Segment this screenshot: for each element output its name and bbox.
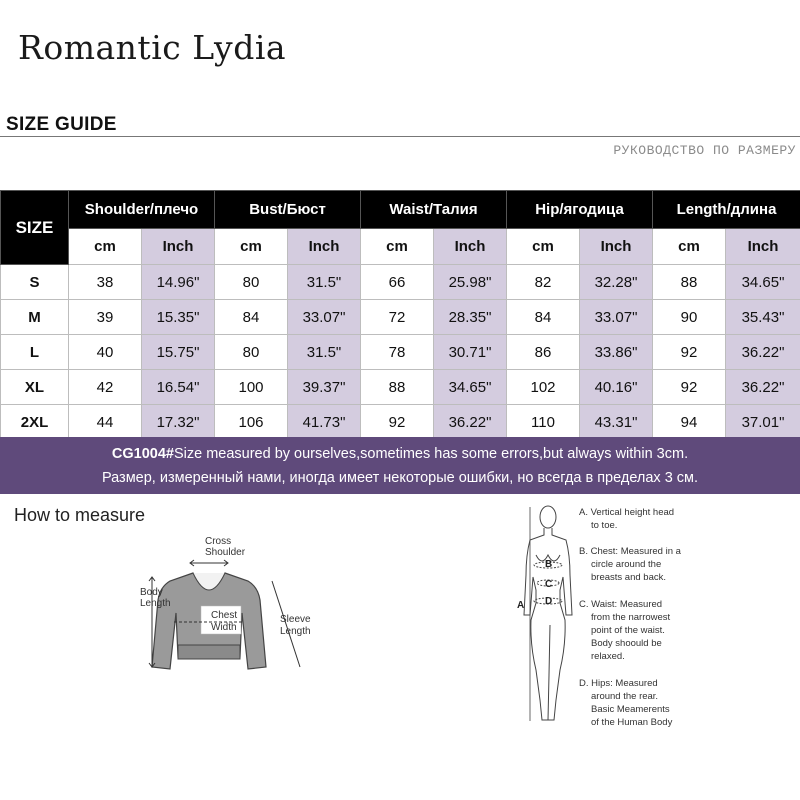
cell-inch: 33.07" xyxy=(580,300,653,335)
sleeve-length-label: Sleeve xyxy=(280,614,311,625)
group-header-waist: Waist/Талия xyxy=(361,191,507,229)
group-header-length: Length/длина xyxy=(653,191,800,229)
size-table xyxy=(0,190,800,440)
cell-inch: 43.31" xyxy=(580,405,653,440)
cell-inch: 32.28" xyxy=(580,265,653,300)
body-length-label: Body xyxy=(140,587,163,598)
cell-cm: 39 xyxy=(69,300,142,335)
note-c-line: C. Waist: Measured xyxy=(579,599,663,610)
garment-illustration xyxy=(140,536,311,669)
body-letter-d: D xyxy=(545,596,553,607)
cell-cm: 94 xyxy=(653,405,726,440)
measurement-notes xyxy=(579,507,682,728)
size-column-header: SIZE xyxy=(1,191,69,265)
cell-inch: 15.75" xyxy=(142,335,215,370)
product-code: CG1004# xyxy=(111,446,174,462)
note-text-ru: Размер, измеренный нами, иногда имеет некоторые ошибки, но всегда в пределах 3 см. xyxy=(101,470,699,486)
note-a-line: A. Vertical height head xyxy=(579,507,675,518)
note-c-line: point of the waist. xyxy=(591,625,665,636)
note-d-line: D. Hips: Measured xyxy=(579,678,658,689)
note-line-en xyxy=(0,442,800,466)
cell-cm: 80 xyxy=(215,335,288,370)
note-b-line: B. Chest: Measured in a xyxy=(579,546,681,557)
cell-cm: 106 xyxy=(215,405,288,440)
cell-inch: 37.01" xyxy=(726,405,800,440)
cell-cm: 72 xyxy=(361,300,434,335)
body-letter-b: B xyxy=(545,559,553,570)
group-header-hip: Hip/ягодица xyxy=(507,191,653,229)
cell-cm: 42 xyxy=(69,370,142,405)
measure-illustrations xyxy=(0,495,800,795)
cross-shoulder-label: Shoulder xyxy=(205,547,246,558)
size-guide-title: SIZE GUIDE xyxy=(6,114,117,135)
body-letter-c: C xyxy=(545,579,553,590)
jacket-hem xyxy=(178,645,240,659)
table-row xyxy=(1,265,800,300)
cell-inch: 39.37" xyxy=(288,370,361,405)
cell-inch: 33.07" xyxy=(288,300,361,335)
note-a-line: to toe. xyxy=(591,520,618,531)
unit-cm-header: cm xyxy=(215,229,288,265)
cell-inch: 34.65" xyxy=(726,265,800,300)
size-label: M xyxy=(1,300,69,335)
chest-width-label: Width xyxy=(211,622,237,633)
cell-inch: 31.5" xyxy=(288,335,361,370)
unit-inch-header: Inch xyxy=(726,229,800,265)
unit-cm-header: cm xyxy=(361,229,434,265)
cell-inch: 41.73" xyxy=(288,405,361,440)
cell-cm: 110 xyxy=(507,405,580,440)
cross-shoulder-label: Cross xyxy=(205,536,232,547)
cell-inch: 25.98" xyxy=(434,265,507,300)
note-d-line: Basic Meamerents xyxy=(591,704,670,715)
table-row xyxy=(1,300,800,335)
note-b-line: breasts and back. xyxy=(591,572,666,583)
cell-cm: 44 xyxy=(69,405,142,440)
size-label: 2XL xyxy=(1,405,69,440)
cell-inch: 34.65" xyxy=(434,370,507,405)
cell-cm: 92 xyxy=(361,405,434,440)
cell-inch: 35.43" xyxy=(726,300,800,335)
cell-inch: 33.86" xyxy=(580,335,653,370)
size-label: L xyxy=(1,335,69,370)
unit-cm-header: cm xyxy=(507,229,580,265)
how-to-measure-title: How to measure xyxy=(14,505,146,525)
unit-inch-header: Inch xyxy=(434,229,507,265)
group-header-bust: Bust/Бюст xyxy=(215,191,361,229)
note-text-en: Size measured by ourselves,sometimes has some errors,but always within 3cm. xyxy=(173,446,689,462)
note-c-line: relaxed. xyxy=(591,651,625,662)
cell-cm: 90 xyxy=(653,300,726,335)
cell-cm: 92 xyxy=(653,370,726,405)
table-row xyxy=(1,405,800,440)
cell-cm: 38 xyxy=(69,265,142,300)
cell-cm: 84 xyxy=(215,300,288,335)
body-length-label: Length xyxy=(140,598,171,609)
note-d-line: of the Human Body xyxy=(591,717,673,728)
unit-cm-header: cm xyxy=(653,229,726,265)
chest-width-label: Chest xyxy=(211,610,238,621)
cell-cm: 78 xyxy=(361,335,434,370)
figure-outline xyxy=(524,528,572,720)
note-d-line: around the rear. xyxy=(591,691,659,702)
cell-cm: 84 xyxy=(507,300,580,335)
table-row xyxy=(1,370,800,405)
brand-logo: Romantic Lydia xyxy=(18,28,287,67)
cell-inch: 36.22" xyxy=(726,370,800,405)
cell-cm: 102 xyxy=(507,370,580,405)
cell-inch: 36.22" xyxy=(726,335,800,370)
unit-cm-header: cm xyxy=(69,229,142,265)
unit-header-row xyxy=(1,229,800,265)
group-header-shoulder: Shoulder/плечо xyxy=(69,191,215,229)
size-label: S xyxy=(1,265,69,300)
cell-inch: 14.96" xyxy=(142,265,215,300)
cell-cm: 100 xyxy=(215,370,288,405)
cell-cm: 80 xyxy=(215,265,288,300)
cell-inch: 16.54" xyxy=(142,370,215,405)
unit-inch-header: Inch xyxy=(288,229,361,265)
measurement-note-banner xyxy=(0,437,800,494)
cell-inch: 15.35" xyxy=(142,300,215,335)
cell-cm: 66 xyxy=(361,265,434,300)
cell-inch: 36.22" xyxy=(434,405,507,440)
sleeve-length-label: Length xyxy=(280,626,311,637)
note-b-line: circle around the xyxy=(591,559,662,570)
body-figure-illustration xyxy=(524,506,572,721)
unit-inch-header: Inch xyxy=(142,229,215,265)
cell-cm: 92 xyxy=(653,335,726,370)
cell-cm: 86 xyxy=(507,335,580,370)
cell-inch: 28.35" xyxy=(434,300,507,335)
figure-head xyxy=(540,506,556,528)
cell-inch: 17.32" xyxy=(142,405,215,440)
note-c-line: from the narrowest xyxy=(591,612,671,623)
cell-cm: 82 xyxy=(507,265,580,300)
group-header-row xyxy=(1,191,800,229)
size-guide-subtitle: РУКОВОДСТВО ПО РАЗМЕРУ xyxy=(613,143,796,158)
note-c-line: Body shoould be xyxy=(591,638,662,649)
cell-cm: 88 xyxy=(361,370,434,405)
body-letter-a: A xyxy=(517,600,525,611)
size-label: XL xyxy=(1,370,69,405)
unit-inch-header: Inch xyxy=(580,229,653,265)
title-divider xyxy=(0,136,800,137)
cell-inch: 40.16" xyxy=(580,370,653,405)
cell-cm: 40 xyxy=(69,335,142,370)
table-row xyxy=(1,335,800,370)
cell-cm: 88 xyxy=(653,265,726,300)
cell-inch: 31.5" xyxy=(288,265,361,300)
cell-inch: 30.71" xyxy=(434,335,507,370)
